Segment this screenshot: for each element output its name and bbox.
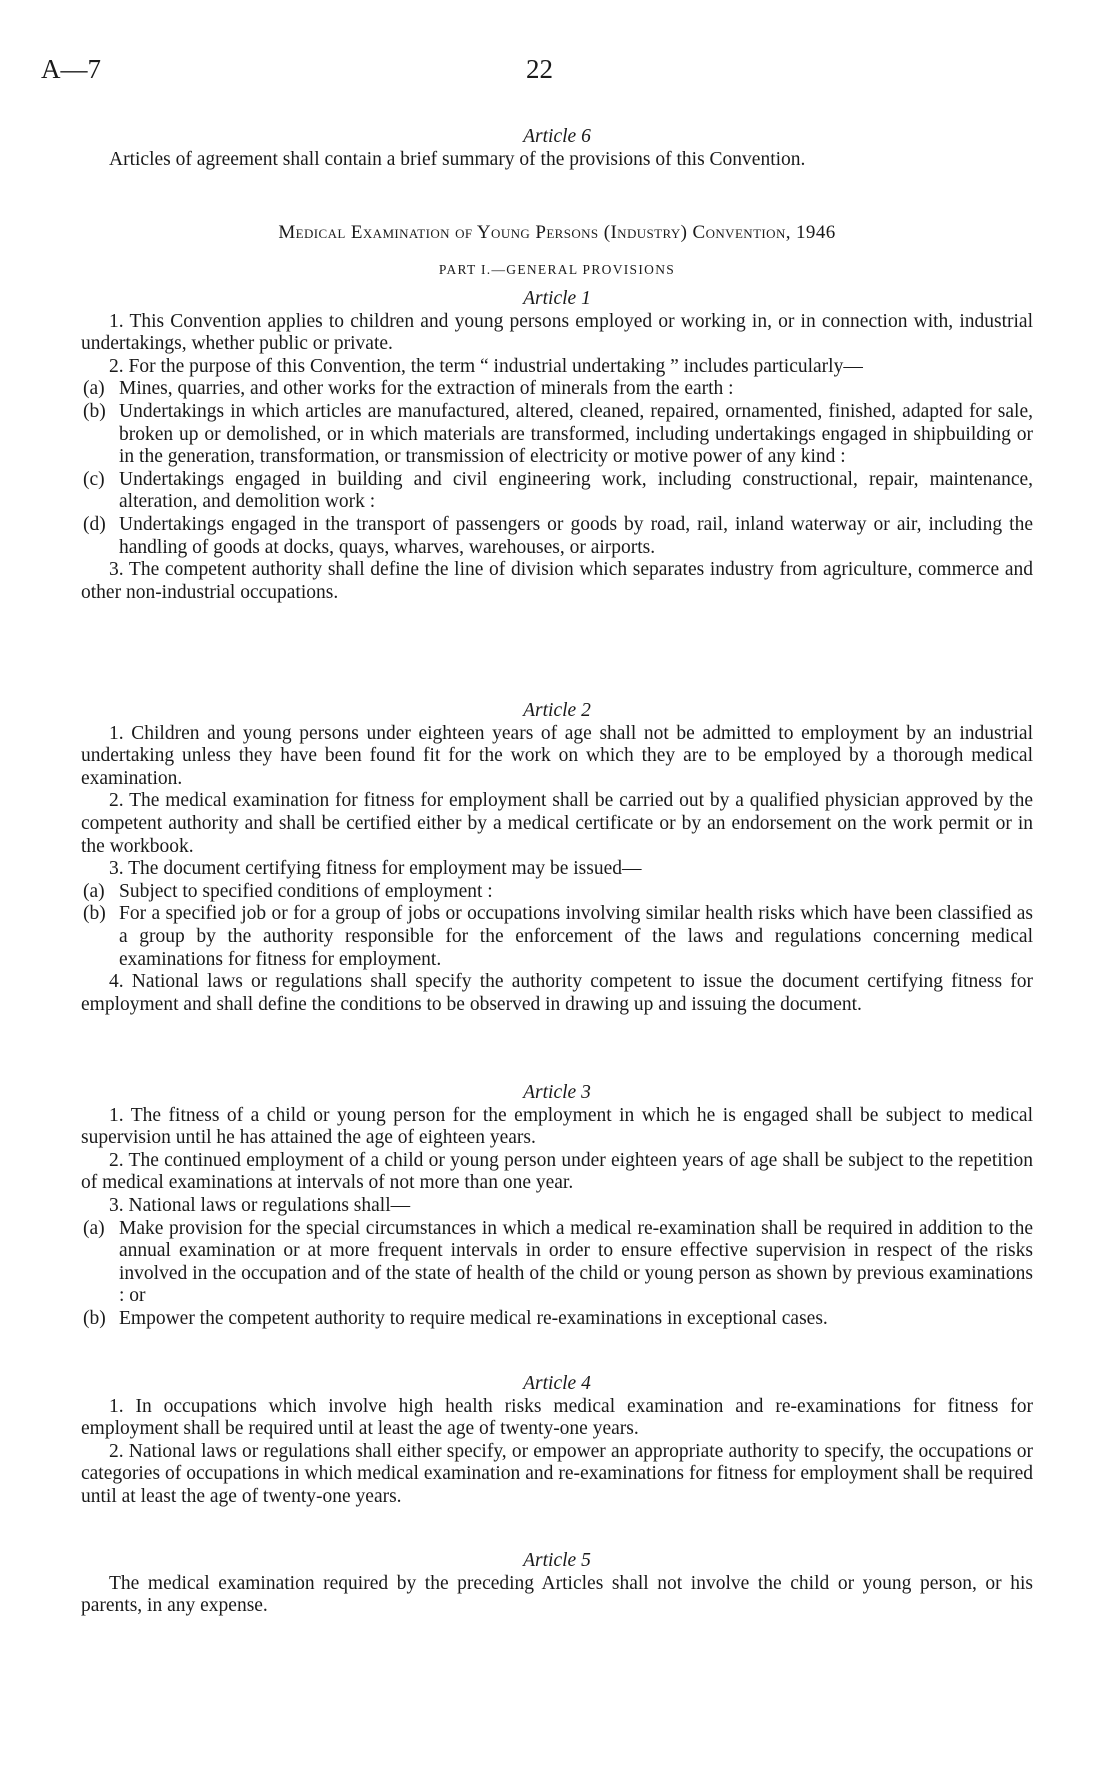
item-label: (c) [83, 468, 105, 490]
item-text: Mines, quarries, and other works for the extraction of minerals from the earth : [119, 378, 734, 400]
article-6-section [81, 126, 1033, 171]
article-4-heading: Article 4 [523, 1373, 591, 1394]
item-label: (a) [83, 378, 105, 400]
item-text: Empower the competent authority to require medical re-examinations in exceptional cases. [119, 1307, 828, 1329]
part-heading-block [81, 259, 1033, 282]
article-2-item-a [81, 881, 1033, 904]
article-1-item-c [81, 469, 1033, 514]
article-4-section [81, 1373, 1033, 1509]
document-series-code: A—7 [41, 54, 101, 84]
article-1-item-b [81, 401, 1033, 469]
convention-title: Medical Examination of Young Persons (Industry) Convention, 1946 [278, 222, 836, 243]
item-label: (a) [83, 1217, 105, 1239]
article-2-paragraph-2: 2. The medical examination for fitness for employment shall be carried out by a qualified physician approved by the competent authority and shall be certified either by a medical certificate or by an endorsement on the work permit or in the workbook. [81, 790, 1033, 857]
item-text: Undertakings engaged in the transport of passengers or goods by road, rail, inland waterway or air, including the handling of goods at docks, quays, wharves, warehouses, or airports. [119, 513, 1033, 558]
article-6-text: Articles of agreement shall contain a brief summary of the provisions of this Convention. [109, 148, 806, 170]
item-text: Make provision for the special circumstances in which a medical re-examination shall be required in addition to the annual examination or at more frequent intervals in order to ensure effective supervision in respect of the risks involved in the occupation and of the state of health of the child or young person as shown by previous examinations : or [119, 1217, 1033, 1307]
item-label: (b) [83, 1307, 106, 1329]
page-number: 22 [526, 54, 553, 84]
article-2-paragraph-4: 4. National laws or regulations shall specify the authority competent to issue the document certifying fitness for employment and shall define the conditions to be observed in drawing up and issuing the document. [81, 971, 1033, 1015]
part-heading: PART I.—GENERAL PROVISIONS [438, 262, 676, 277]
article-1-heading: Article 1 [523, 288, 591, 309]
article-6-heading: Article 6 [523, 126, 591, 147]
item-text: Undertakings in which articles are manufactured, altered, cleaned, repaired, ornamented, finished, adapted for sale, broken up or demolished, or in which materials are transformed, including undertakings engaged in shipbuilding or in the generation, transformation, or transmission of electricity or motive power of any kind : [119, 400, 1033, 468]
article-2-heading: Article 2 [523, 700, 591, 721]
item-label: (a) [83, 880, 105, 902]
article-4-paragraph-2: 2. National laws or regulations shall either specify, or empower an appropriate authority to specify, the occupations or categories of occupations in which medical examination and re-examinations for fitness for employment shall be required until at least the age of twenty-one years. [81, 1440, 1033, 1507]
article-5-section [81, 1550, 1033, 1618]
article-5-text: The medical examination required by the preceding Articles shall not involve the child or young person, or his parents, in any expense. [81, 1572, 1033, 1617]
article-3-paragraph-1: 1. The fitness of a child or young person for the employment in which he is engaged shall be subject to medical supervision until he has attained the age of eighteen years. [81, 1104, 1033, 1149]
article-2-paragraph-1: 1. Children and young persons under eighteen years of age shall not be admitted to employment by an industrial undertaking unless they have been found fit for the work on which they are to be employed by a thorough medical examination. [81, 722, 1033, 789]
convention-title-block [81, 222, 1033, 245]
article-3-section [81, 1082, 1033, 1331]
article-3-item-b [81, 1308, 1033, 1331]
article-4-paragraph-1: 1. In occupations which involve high health risks medical examination and re-examinations for fitness for employment shall be required until at least the age of twenty-one years. [81, 1395, 1033, 1440]
article-2-section [81, 700, 1033, 1016]
item-label: (b) [83, 400, 106, 422]
article-3-item-a [81, 1218, 1033, 1308]
item-text: Subject to specified conditions of employment : [119, 880, 493, 902]
item-text: For a specified job or for a group of jobs or occupations involving similar health risks which have been classified as a group by the authority responsible for the enforcement of the laws and regulations concerning medical examinations for fitness for employment. [119, 903, 1033, 970]
article-1-item-a [81, 378, 1033, 401]
item-label: (b) [83, 903, 106, 925]
article-2-paragraph-3: 3. The document certifying fitness for employment may be issued— [109, 858, 642, 880]
article-1-paragraph-3: 3. The competent authority shall define the line of division which separates industry from agriculture, commerce and other non-industrial occupations. [81, 559, 1033, 603]
article-5-heading: Article 5 [523, 1550, 591, 1571]
item-text: Undertakings engaged in building and civil engineering work, including constructional, repair, maintenance, alteration, and demolition work : [119, 468, 1033, 513]
article-1-item-d [81, 514, 1033, 559]
article-3-paragraph-2: 2. The continued employment of a child or young person under eighteen years of age shall be subject to the repetition of medical examinations at intervals of not more than one year. [81, 1149, 1033, 1194]
article-3-heading: Article 3 [523, 1082, 591, 1103]
article-2-item-b [81, 903, 1033, 971]
item-label: (d) [83, 513, 106, 535]
article-1-section [81, 288, 1033, 604]
article-1-paragraph-2: 2. For the purpose of this Convention, the term “ industrial undertaking ” includes particularly— [109, 355, 863, 377]
article-3-paragraph-3: 3. National laws or regulations shall— [109, 1194, 411, 1216]
article-1-paragraph-1: 1. This Convention applies to children and young persons employed or working in, or in connection with, industrial undertakings, whether public or private. [81, 310, 1033, 355]
